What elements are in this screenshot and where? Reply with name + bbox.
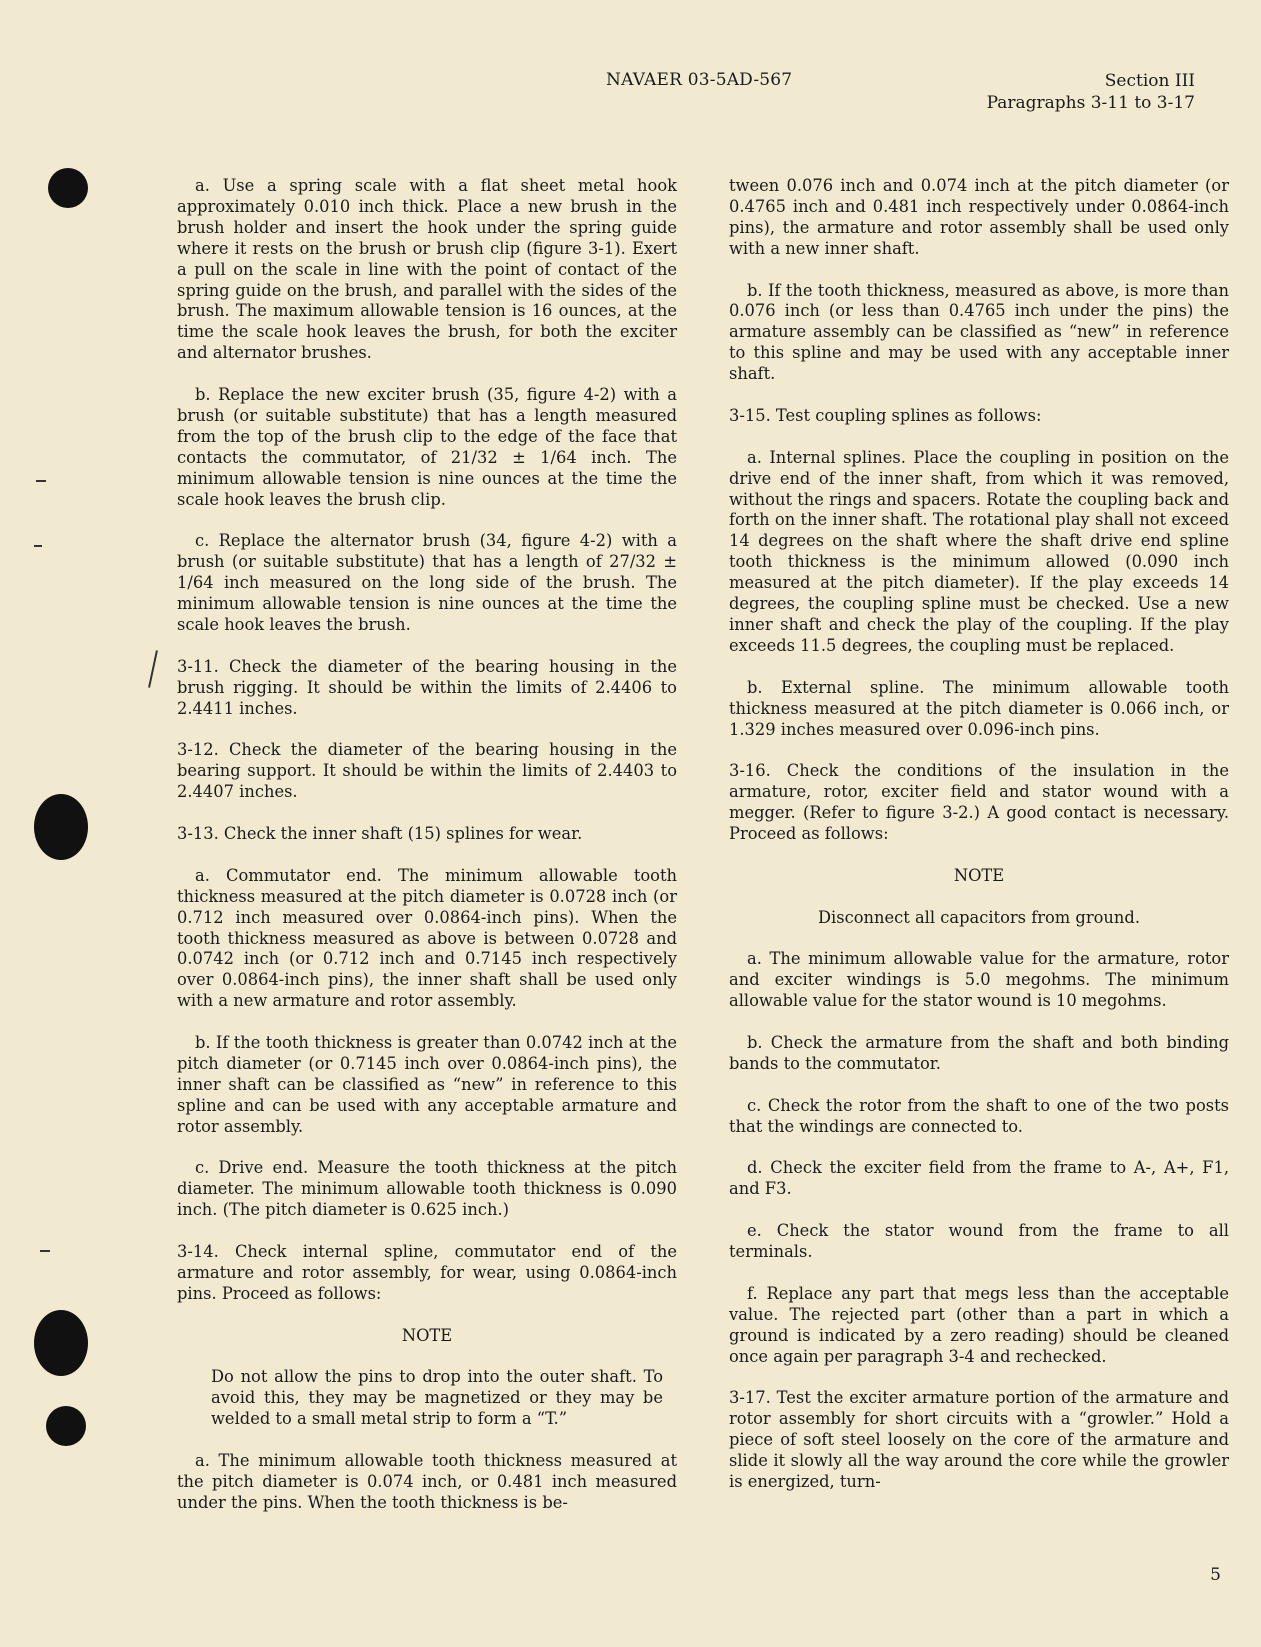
binder-hole-lower-large [34,1310,88,1376]
paragraph-3-17: 3-17. Test the exciter armature portion of the armature and rotor assembly for short circuits with a “growler.” Hold a piece of soft steel loosely on the core of the armature and slide it slowly all the way around the core while the growler is energized, turn- [729,1388,1229,1491]
paragraph-3-16-c: c. Check the rotor from the shaft to one of the two posts that the windings are connected to. [729,1095,1229,1136]
margin-mark [148,650,158,688]
note-heading: NOTE [953,865,1005,885]
binder-hole-upper-large [34,794,88,860]
paragraph-3-13-b: b. If the tooth thickness is greater than 0.0742 inch at the pitch diameter (or 0.7145 inch over 0.0864-inch pins), the inner shaft can be classified as “new” in reference to this spline and can be used with any acceptable armature and rotor assembly. [177,1033,677,1136]
paragraph-3-12: 3-12. Check the diameter of the bearing housing in the bearing support. It should be within the limits of 2.4403 to 2.4407 inches. [177,740,677,802]
paragraph-3-11: 3-11. Check the diameter of the bearing housing in the brush rigging. It should be within the limits of 2.4406 to 2.4411 inches. [177,656,677,718]
paragraph-3-16: 3-16. Check the conditions of the insulation in the armature, rotor, exciter field and stator wound with a megger. (Refer to figure 3-2.) A good contact is necessary. Proceed as follows: [729,761,1229,844]
note-body: Disconnect all capacitors from ground. [817,907,1141,927]
paragraph-3-14: 3-14. Check internal spline, commutator end of the armature and rotor assembly, for wear, using 0.0864-inch pins. Proceed as follows: [177,1242,677,1303]
doc-number: NAVAER 03-5AD-567 [606,70,793,90]
binder-hole-bottom [46,1406,86,1446]
paragraph-3-13-a: a. Commutator end. The minimum allowable tooth thickness measured at the pitch diameter is 0.0728 inch (or 0.712 inch measured over 0.0864-inch pins). When the tooth thickness measured as above is between 0.0728 and 0.0742 inch (or 0.712 inch and 0.7145 inch respectively over 0.0864-inch pins), the inner shaft shall be used only with a new armature and rotor assembly. [177,865,677,1011]
page-number: 5 [1210,1565,1221,1585]
paragraph-range: Paragraphs 3-11 to 3-17 [986,93,1195,113]
margin-mark [40,1250,50,1252]
paragraph-3-16-a: a. The minimum allowable value for the armature, rotor and exciter windings is 5.0 megohms. The minimum allowable value for the stator wound is 10 megohms. [729,949,1229,1011]
paragraph-3-14-b: b. If the tooth thickness, measured as above, is more than 0.076 inch (or less than 0.4765 inch under the pins) the armature assembly can be classified as “new” in reference to this spline and may be used with any acceptable inner shaft. [729,280,1229,384]
paragraph-3-16-d: d. Check the exciter field from the frame to A-, A+, F1, and F3. [729,1158,1229,1199]
margin-mark [36,480,46,482]
binder-hole-top [48,168,88,208]
paragraph-3-16-b: b. Check the armature from the shaft and both binding bands to the commutator. [729,1033,1229,1073]
paragraph-3-15: 3-15. Test coupling splines as follows: [729,405,1042,425]
paragraph-3-14-a: a. The minimum allowable tooth thickness measured at the pitch diameter is 0.074 inch, or 0.481 inch measured under the pins. When the tooth thickness is be- [177,1451,677,1512]
paragraph-3-14-a-continued: tween 0.076 inch and 0.074 inch at the pitch diameter (or 0.4765 inch and 0.481 inch respectively under 0.0864-inch pins), the armature and rotor assembly shall be used only with a new inner shaft. [729,176,1229,258]
paragraph-3-15-a: a. Internal splines. Place the coupling in position on the drive end of the inner shaft, from which it was removed, without the rings and spacers. Rotate the coupling back and forth on the inner shaft. The rotational play shall not exceed 14 degrees on the shaft where the shaft drive end spline tooth thickness is the minimum allowed (0.090 inch measured at the pitch diameter). If the play exceeds 14 degrees, the coupling spline must be checked. Use a new inner shaft and check the play of the coupling. If the play exceeds 11.5 degrees, the coupling must be replaced. [729,447,1229,655]
paragraph-3-16-e: e. Check the stator wound from the frame to all terminals. [729,1221,1229,1262]
paragraph-c-alternator-brush: c. Replace the alternator brush (34, figure 4-2) with a brush (or suitable substitute) that has a length of 27/32 ± 1/64 inch measured on the long side of the brush. The minimum allowable tension is nine ounces at the time the scale hook leaves the brush. [177,531,677,634]
paragraph-3-15-b: b. External spline. The minimum allowable tooth thickness measured at the pitch diameter is 0.066 inch, or 1.329 inches measured over 0.096-inch pins. [729,677,1229,739]
paragraph-3-16-f: f. Replace any part that megs less than the acceptable value. The rejected part (other than a part in which a ground is indicated by a zero reading) should be cleaned once again per paragraph 3-4 and rechecked. [729,1283,1229,1366]
right-column [729,176,1229,1514]
section-label: Section III [1104,71,1195,91]
paragraph-b-exciter-brush: b. Replace the new exciter brush (35, figure 4-2) with a brush (or suitable substitute) that has a length measured from the top of the brush clip to the edge of the face that contacts the commutator, of 21/32 ± 1/64 inch. The minimum allowable tension is nine ounces at the time the scale hook leaves the brush clip. [177,385,677,509]
margin-mark [34,545,42,547]
note-heading: NOTE [401,1325,453,1345]
left-column [177,176,677,1535]
paragraph-3-13: 3-13. Check the inner shaft (15) splines for wear. [177,824,583,844]
note-body: Do not allow the pins to drop into the outer shaft. To avoid this, they may be magnetized or they may be welded to a small metal strip to form a “T.” [211,1367,663,1429]
section-header [987,70,1195,114]
paragraph-3-13-c: c. Drive end. Measure the tooth thickness at the pitch diameter. The minimum allowable tooth thickness is 0.090 inch. (The pitch diameter is 0.625 inch.) [177,1158,677,1220]
paragraph-a-spring-scale: a. Use a spring scale with a flat sheet metal hook approximately 0.010 inch thick. Place a new brush in the brush holder and insert the hook under the spring guide where it rests on the brush or brush clip (figure 3-1). Exert a pull on the scale in line with the point of contact of the spring guide on the brush, and parallel with the sides of the brush. The maximum allowable tension is 16 ounces, at the time the scale hook leaves the brush, for both the exciter and alternator brushes. [177,176,677,363]
